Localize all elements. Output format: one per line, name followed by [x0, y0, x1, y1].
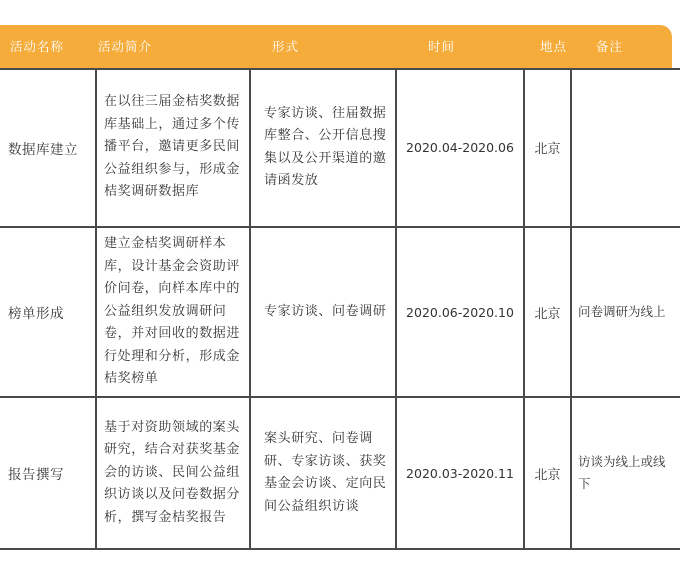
table-body: [0, 68, 680, 550]
activity-intro: 在以往三届金桔奖数据库基础上，通过多个传播平台，邀请更多民间公益组织参与，形成金桔奖调研数据库: [104, 94, 241, 200]
activity-form: 案头研究、问卷调研、专家访谈、获奖基金会访谈、定向民间公益组织访谈: [264, 431, 387, 514]
cell-time: [397, 398, 523, 548]
cell-intro: [104, 398, 246, 548]
activity-name: 数据库建立: [8, 141, 78, 158]
activity-intro: 建立金桔奖调研样本库，设计基金会资助评价问卷，向样本库中的公益组织发放调研问卷，并对回收的数据进行处理和分析，形成金桔奖榜单: [104, 236, 241, 387]
cell-note: [578, 398, 668, 548]
table-row: [0, 228, 680, 396]
cell-name: [8, 398, 94, 548]
header-time: 时间: [428, 39, 456, 54]
header-intro: 活动简介: [98, 39, 153, 54]
activity-note: 问卷调研为线上: [578, 304, 666, 319]
cell-note: [578, 228, 678, 396]
cell-form: [264, 398, 388, 548]
cell-place: [525, 68, 570, 227]
header-name: 活动名称: [10, 39, 65, 54]
activity-note: 访谈为线上或线下: [578, 454, 666, 491]
cell-time: [397, 228, 523, 396]
header-place: 地点: [540, 39, 568, 54]
header-form: 形式: [272, 39, 300, 54]
activity-name: 榜单形成: [8, 306, 64, 322]
activity-time: 2020.06-2020.10: [406, 304, 514, 320]
cell-place: [525, 398, 570, 548]
table-row: [0, 68, 680, 227]
cell-intro: [104, 68, 246, 227]
table-bottom-border: [0, 548, 680, 550]
cell-time: [397, 68, 523, 227]
cell-name: [8, 68, 94, 227]
cell-note: [578, 68, 678, 227]
header-note: 备注: [596, 39, 624, 54]
cell-name: [8, 228, 94, 396]
activity-name: 报告撰写: [8, 467, 64, 483]
activity-place: 北京: [534, 306, 561, 322]
activity-form: 专家访谈、往届数据库整合、公开信息搜集以及公开渠道的邀请函发放: [264, 105, 387, 188]
activity-place: 北京: [534, 467, 561, 483]
activity-intro: 基于对资助领域的案头研究，结合对获奖基金会的访谈、民间公益组织访谈以及问卷数据分析，撰写金桔奖报告: [104, 419, 241, 525]
cell-place: [525, 228, 570, 396]
activity-place: 北京: [534, 142, 561, 157]
cell-intro: [104, 228, 246, 396]
table-row: [0, 398, 680, 548]
activity-time: 2020.03-2020.11: [406, 465, 514, 481]
activity-time: 2020.04-2020.06: [406, 140, 514, 155]
cell-form: [264, 68, 388, 227]
cell-form: [264, 228, 388, 396]
activity-form: 专家访谈、问卷调研: [264, 303, 387, 319]
table-header: [0, 25, 672, 68]
